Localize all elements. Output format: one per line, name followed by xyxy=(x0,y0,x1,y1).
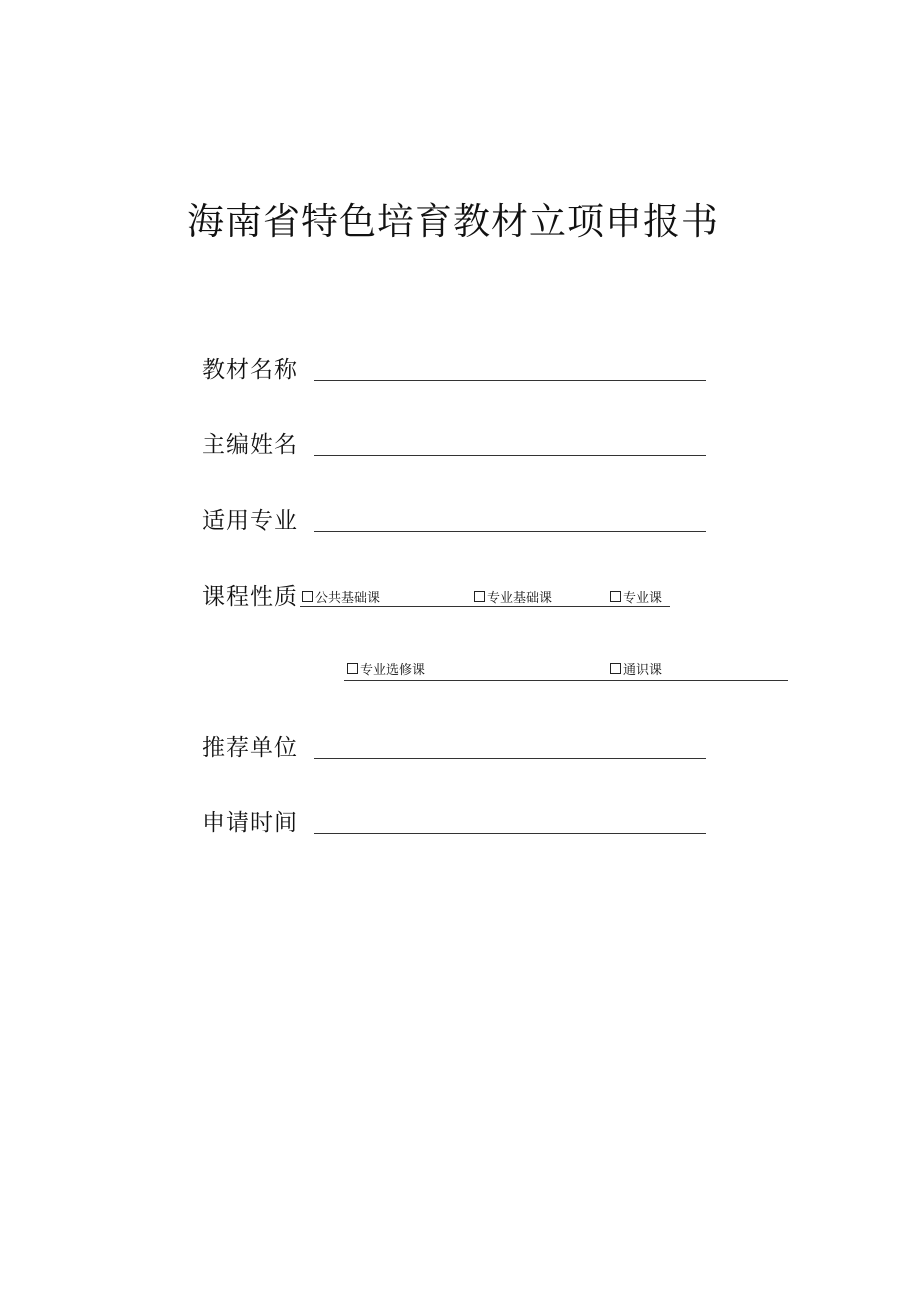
option-major-elective[interactable] xyxy=(347,663,425,679)
application-time-label: 申请时间 xyxy=(202,810,298,836)
page-title: 海南省特色培育教材立项申报书 xyxy=(187,200,719,243)
option-major-basic[interactable] xyxy=(474,591,552,607)
option-major-basic-label: 专业基础课 xyxy=(487,591,553,606)
textbook-name-label: 教材名称 xyxy=(202,357,298,383)
option-major[interactable] xyxy=(610,591,662,607)
chief-editor-field[interactable] xyxy=(314,455,706,456)
textbook-name-field[interactable] xyxy=(314,380,706,381)
applicable-major-field[interactable] xyxy=(314,531,706,532)
applicable-major-label: 适用专业 xyxy=(202,508,298,534)
course-nature-underline xyxy=(300,606,670,607)
checkbox-icon[interactable] xyxy=(302,591,313,602)
checkbox-icon[interactable] xyxy=(347,663,358,674)
option-public-basic[interactable] xyxy=(302,591,380,607)
course-nature-label: 课程性质 xyxy=(202,584,298,610)
checkbox-icon[interactable] xyxy=(610,663,621,674)
recommending-unit-field[interactable] xyxy=(314,758,706,759)
recommending-unit-label: 推荐单位 xyxy=(202,735,298,761)
option-public-basic-label: 公共基础课 xyxy=(315,591,381,606)
option-major-elective-label: 专业选修课 xyxy=(360,663,426,678)
option-general[interactable] xyxy=(610,663,662,679)
course-nature-underline-2 xyxy=(344,680,788,681)
application-time-field[interactable] xyxy=(314,833,706,834)
option-major-label: 专业课 xyxy=(623,591,663,606)
chief-editor-label: 主编姓名 xyxy=(202,432,298,458)
checkbox-icon[interactable] xyxy=(610,591,621,602)
checkbox-icon[interactable] xyxy=(474,591,485,602)
option-general-label: 通识课 xyxy=(623,663,663,678)
